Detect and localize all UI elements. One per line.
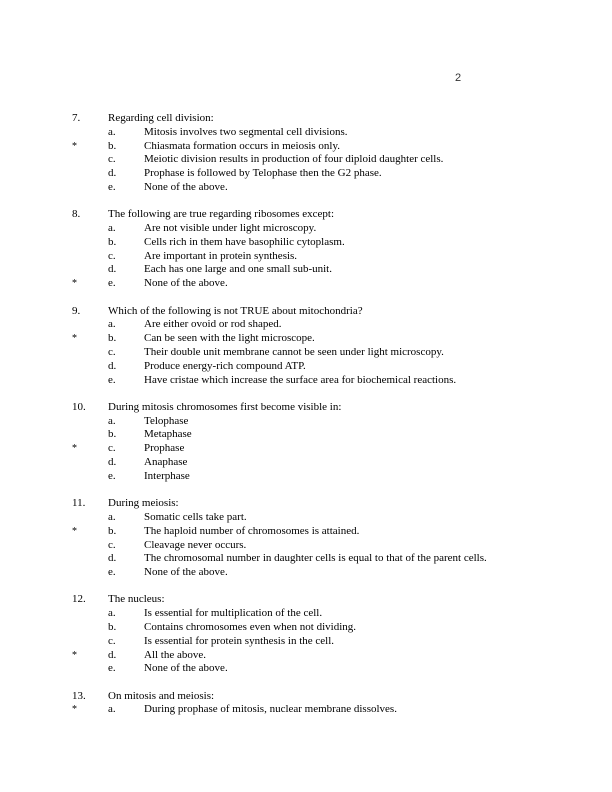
answer-option xyxy=(0,703,612,717)
answer-option xyxy=(0,346,612,360)
question-item xyxy=(0,593,612,676)
option-text: Are not visible under light microscopy. xyxy=(144,222,317,235)
option-text: Chiasmata formation occurs in meiosis only. xyxy=(144,139,341,152)
option-text: During prophase of mitosis, nuclear membrane dissolves. xyxy=(144,703,397,716)
question-item xyxy=(0,497,612,580)
question-stem: The following are true regarding ribosomes except: xyxy=(108,208,335,221)
answer-option xyxy=(0,318,612,332)
option-letter: c. xyxy=(108,153,116,166)
question-stem-line xyxy=(0,690,612,704)
option-text: Produce energy-rich compound ATP. xyxy=(144,359,306,372)
option-text: Each has one large and one small sub-unit. xyxy=(144,263,332,276)
question-stem-line xyxy=(0,208,612,222)
correct-answer-marker: * xyxy=(72,140,77,152)
answer-option xyxy=(0,428,612,442)
correct-answer-marker: * xyxy=(72,333,77,345)
answer-option xyxy=(0,332,612,346)
option-text: Cleavage never occurs. xyxy=(144,538,247,551)
answer-option xyxy=(0,181,612,195)
option-text: The chromosomal number in daughter cells is equal to that of the parent cells. xyxy=(144,552,487,565)
option-text: Metaphase xyxy=(144,428,192,441)
option-letter: e. xyxy=(108,277,116,290)
correct-answer-marker: * xyxy=(72,704,77,716)
option-text: None of the above. xyxy=(144,277,228,290)
option-text: Their double unit membrane cannot be seen under light microscopy. xyxy=(144,345,444,358)
option-text: Have cristae which increase the surface area for biochemical reactions. xyxy=(144,373,457,386)
answer-option xyxy=(0,126,612,140)
option-text: Can be seen with the light microscope. xyxy=(144,332,315,345)
question-item xyxy=(0,112,612,195)
option-letter: b. xyxy=(108,524,117,537)
question-stem-line xyxy=(0,305,612,319)
question-stem: During mitosis chromosomes first become visible in: xyxy=(108,400,342,413)
option-text: The haploid number of chromosomes is attained. xyxy=(144,524,360,537)
question-number: 7. xyxy=(72,112,81,124)
option-letter: c. xyxy=(108,442,116,455)
question-item xyxy=(0,305,612,388)
answer-option xyxy=(0,415,612,429)
option-letter: a. xyxy=(108,222,116,235)
answer-option xyxy=(0,566,612,580)
answer-option xyxy=(0,539,612,553)
option-letter: e. xyxy=(108,469,116,482)
question-stem: Which of the following is not TRUE about mitochondria? xyxy=(108,304,363,317)
option-letter: a. xyxy=(108,607,116,620)
option-text: Prophase is followed by Telophase then the G2 phase. xyxy=(144,167,382,180)
page-number: 2 xyxy=(455,72,462,84)
option-text: None of the above. xyxy=(144,662,228,675)
option-letter: e. xyxy=(108,180,116,193)
option-letter: d. xyxy=(108,359,117,372)
correct-answer-marker: * xyxy=(72,649,77,661)
question-number: 12. xyxy=(72,593,86,606)
option-letter: b. xyxy=(108,139,117,152)
option-letter: a. xyxy=(108,510,116,523)
answer-option xyxy=(0,222,612,236)
option-text: Is essential for multiplication of the cell. xyxy=(144,607,323,620)
question-stem: Regarding cell division: xyxy=(108,112,214,124)
question-stem-line xyxy=(0,593,612,607)
option-letter: e. xyxy=(108,373,116,386)
answer-option xyxy=(0,442,612,456)
question-number: 9. xyxy=(72,304,81,317)
option-letter: a. xyxy=(108,414,116,427)
answer-option xyxy=(0,662,612,676)
question-item xyxy=(0,208,612,291)
option-text: Mitosis involves two segmental cell divisions. xyxy=(144,125,348,138)
question-stem: On mitosis and meiosis: xyxy=(108,689,215,702)
option-letter: d. xyxy=(108,552,117,565)
option-text: Cells rich in them have basophilic cytoplasm. xyxy=(144,235,345,248)
option-text: Prophase xyxy=(144,442,185,455)
option-letter: d. xyxy=(108,648,117,661)
answer-option xyxy=(0,635,612,649)
answer-option xyxy=(0,456,612,470)
answer-option xyxy=(0,153,612,167)
option-letter: b. xyxy=(108,235,117,248)
option-letter: b. xyxy=(108,621,117,633)
option-text: Is essential for protein synthesis in the cell. xyxy=(144,634,335,647)
answer-option xyxy=(0,167,612,181)
answer-option xyxy=(0,140,612,154)
option-letter: c. xyxy=(108,634,116,647)
option-text: Are important in protein synthesis. xyxy=(144,249,298,262)
question-number: 13. xyxy=(72,689,86,702)
option-letter: a. xyxy=(108,318,116,331)
option-letter: d. xyxy=(108,263,117,276)
option-letter: b. xyxy=(108,332,117,345)
option-text: Telophase xyxy=(144,414,189,427)
answer-option xyxy=(0,263,612,277)
option-text: Somatic cells take part. xyxy=(144,510,247,523)
question-stem-line xyxy=(0,497,612,511)
option-letter: c. xyxy=(108,249,116,262)
option-text: All the above. xyxy=(144,648,207,661)
answer-option xyxy=(0,470,612,484)
answer-option xyxy=(0,525,612,539)
option-text: Are either ovoid or rod shaped. xyxy=(144,318,282,331)
option-letter: a. xyxy=(108,125,116,138)
answer-option xyxy=(0,552,612,566)
option-letter: e. xyxy=(108,566,116,579)
option-text: None of the above. xyxy=(144,566,228,579)
option-letter: e. xyxy=(108,662,116,675)
option-text: Contains chromosomes even when not dividing. xyxy=(144,621,357,633)
option-text: Interphase xyxy=(144,469,190,482)
option-text: None of the above. xyxy=(144,180,228,193)
question-item xyxy=(0,690,612,718)
option-text: Anaphase xyxy=(144,456,188,469)
option-letter: d. xyxy=(108,167,117,180)
answer-option xyxy=(0,649,612,663)
correct-answer-marker: * xyxy=(72,278,77,290)
answer-option xyxy=(0,250,612,264)
option-letter: c. xyxy=(108,345,116,358)
answer-option xyxy=(0,277,612,291)
correct-answer-marker: * xyxy=(72,443,77,455)
answer-option xyxy=(0,360,612,374)
option-letter: c. xyxy=(108,538,116,551)
question-number: 10. xyxy=(72,400,86,413)
question-number: 8. xyxy=(72,208,81,221)
question-number: 11. xyxy=(72,497,86,510)
question-item xyxy=(0,401,612,484)
answer-option xyxy=(0,236,612,250)
correct-answer-marker: * xyxy=(72,525,77,537)
question-list xyxy=(0,112,612,731)
option-letter: b. xyxy=(108,428,117,441)
option-letter: d. xyxy=(108,456,117,469)
option-letter: a. xyxy=(108,703,116,716)
answer-option xyxy=(0,621,612,635)
option-text: Meiotic division results in production of four diploid daughter cells. xyxy=(144,153,444,166)
question-stem-line xyxy=(0,401,612,415)
answer-option xyxy=(0,607,612,621)
answer-option xyxy=(0,374,612,388)
question-stem: The nucleus: xyxy=(108,593,165,606)
answer-option xyxy=(0,511,612,525)
question-stem: During meiosis: xyxy=(108,497,179,510)
question-stem-line xyxy=(0,112,612,126)
